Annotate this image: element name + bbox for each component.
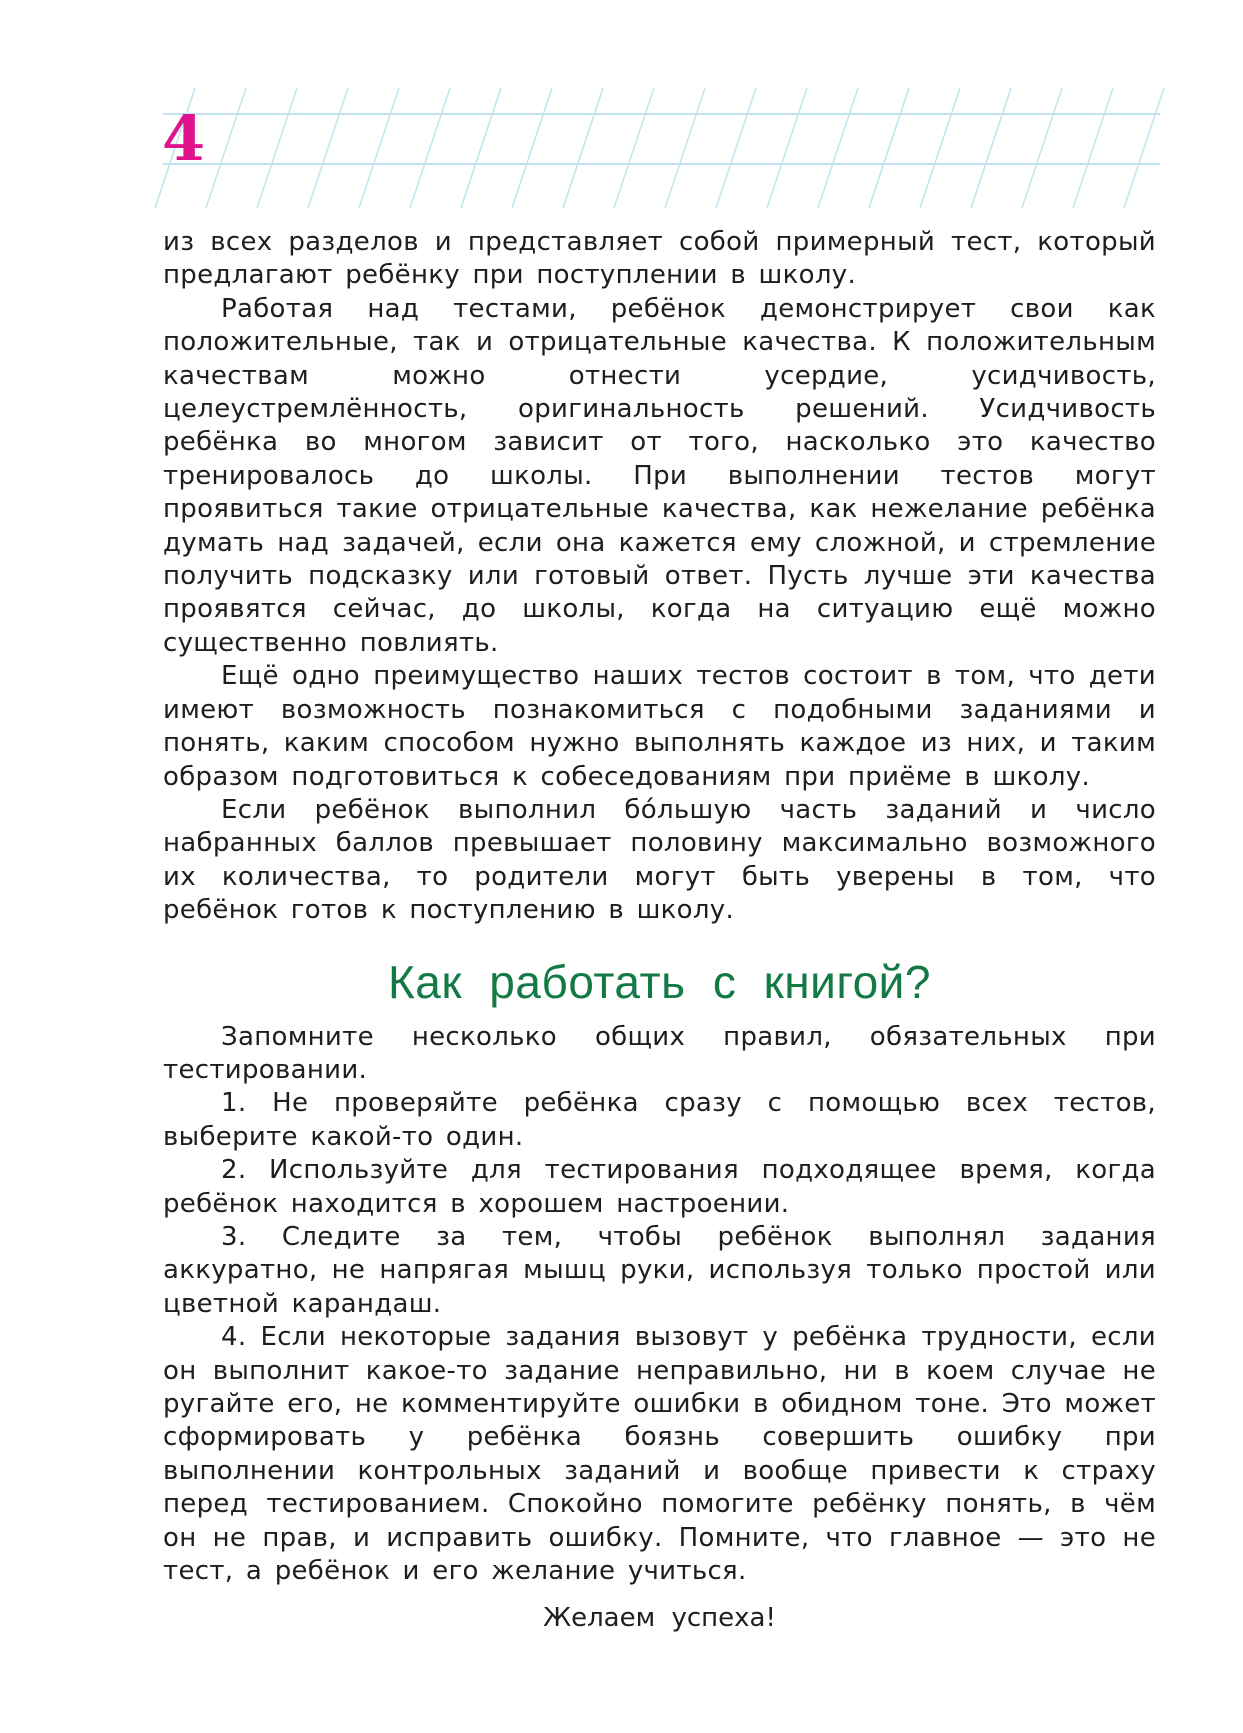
slant-line <box>818 88 858 208</box>
slant-line <box>1124 88 1164 208</box>
slant-line <box>257 88 297 208</box>
slant-line <box>1073 88 1113 208</box>
slant-line <box>563 88 603 208</box>
rule-item-3: 3. Следите за тем, чтобы ребёнок выполнял задания аккуратно, не напрягая мышц руки, используя только простой или цветной карандаш. <box>163 1221 1156 1319</box>
rule-item-1: 1. Не проверяйте ребёнка сразу с помощью всех тестов, выберите какой-то один. <box>163 1088 1156 1152</box>
slant-line <box>716 88 756 208</box>
slant-line <box>410 88 450 208</box>
intro-paragraph-1: из всех разделов и представляет собой примерный тест, который предлагают ребёнку при поступлении в школу. <box>163 227 1156 291</box>
slant-line <box>614 88 654 208</box>
section-intro: Запомните несколько общих правил, обязательных при тестировании. <box>163 1021 1156 1085</box>
intro-paragraph-3: Ещё одно преимущество наших тестов состоит в том, что дети имеют возможность познакомиться с подобными заданиями и понять, каким способом нужно выполнять каждое из них, и таким образом подготовиться к собеседованиям при приёме в школу. <box>163 661 1156 792</box>
slant-line <box>359 88 399 208</box>
slant-line <box>512 88 552 208</box>
section-title: Как работать с книгой? <box>388 955 931 1008</box>
slant-line <box>767 88 807 208</box>
slant-line <box>308 88 348 208</box>
slant-line <box>461 88 501 208</box>
intro-paragraph-4: Если ребёнок выполнил бóльшую часть заданий и число набранных баллов превышает половину максимально возможного их количества, то родители могут быть уверены в том, что ребёнок готов к поступлению в школу. <box>163 794 1156 926</box>
slant-line <box>971 88 1011 208</box>
page-content <box>163 226 1156 1636</box>
closing-wish: Желаем успеха! <box>543 1603 776 1634</box>
rule-item-2: 2. Используйте для тестирования подходящее время, когда ребёнок находится в хорошем настроении. <box>163 1155 1156 1219</box>
intro-paragraph-2: Работая над тестами, ребёнок демонстрирует свои как положительные, так и отрицательные качества. К положительным качествам можно отнести усердие, усидчивость, целеустремлённость, оригинальность решений. Усидчивость ребёнка во многом зависит от того, насколько это качество тренировалось до школы. При выполнении тестов могут проявиться такие отрицательные качества, как нежелание ребёнка думать над задачей, если она кажется ему сложной, и стремление получить подсказку или готовый ответ. Пусть лучше эти качества проявятся сейчас, до школы, когда на ситуацию ещё можно существенно повлиять. <box>163 293 1156 658</box>
slant-lines <box>155 88 1164 208</box>
slant-line <box>869 88 909 208</box>
page-number: 4 <box>162 102 206 175</box>
rule-item-4: 4. Если некоторые задания вызовут у ребёнка трудности, если он выполнит какое-то задание неправильно, ни в коем случае не ругайте его, не комментируйте ошибки в обидном тоне. Это может сформировать у ребёнка боязнь совершить ошибку при выполнении контрольных заданий и вообще привести к страху перед тестированием. Спокойно помогите ребёнку понять, в чём он не прав, и исправить ошибку. Помните, что главное — это не тест, а ребёнок и его желание учиться. <box>163 1322 1156 1587</box>
slant-line <box>665 88 705 208</box>
slant-line <box>920 88 960 208</box>
slant-line <box>1022 88 1062 208</box>
slant-line <box>206 88 246 208</box>
